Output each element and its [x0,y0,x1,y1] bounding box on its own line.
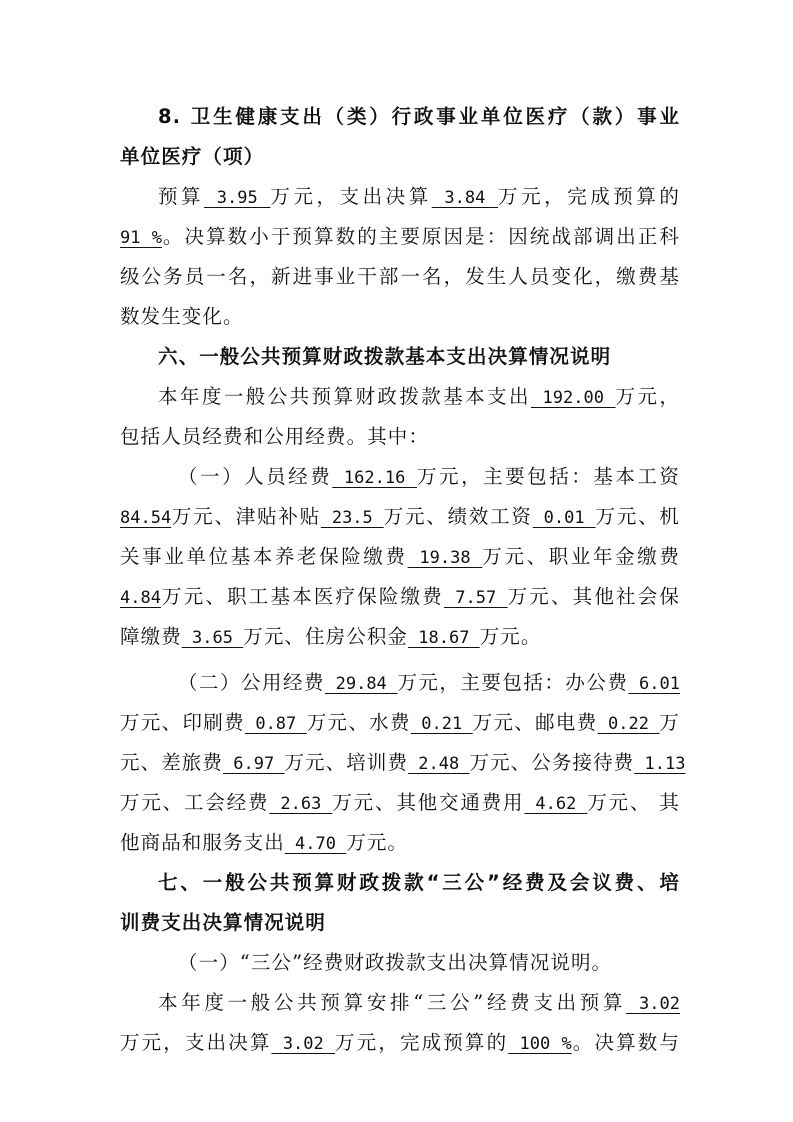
text: 本年度一般公共预算财政拨款基本支出 [158,385,531,408]
budget-value: 3.95 [204,188,271,208]
text: 数发生变化。 [120,305,244,328]
text: 他商品和服务支出 [120,831,285,854]
text: 万元、其他交通费用 [332,791,525,814]
text: 万元、绩效工资 [383,505,533,528]
personnel-total: 162.16 [332,468,417,488]
text: 万元。 [346,831,409,854]
section-6-heading [158,342,680,372]
text: （一）“三公”经费财政拨款支出决算情况说明。 [178,951,613,974]
postal-value: 0.22 [597,714,660,734]
text: 万元、职业年金缴费 [482,545,680,568]
section-7-para-line-1 [158,988,680,1019]
section-8-para-line-2 [120,222,680,253]
section-8-para-line-3 [120,262,680,292]
travel-value: 6.97 [223,754,285,774]
other-social-value: 3.65 [181,628,244,648]
text: 万元、津贴补贴 [171,505,321,528]
text: 万元、住房公积金 [243,625,409,648]
text: 万元、其他社会保 [507,585,680,608]
annuity-value: 4.84 [120,588,161,608]
text: 万元、职工基本医疗保险缴费 [160,585,444,608]
text: 元、差旅费 [120,751,224,774]
personnel-line-1 [178,462,680,493]
text: 万元、水费 [306,711,411,734]
three-public-percent: 100 % [508,1034,572,1054]
other-goods-value: 4.70 [284,834,347,854]
public-line-1 [178,668,680,699]
section-6-para-line-1 [158,382,680,413]
text: 万元，支出决算 [270,185,432,208]
text: 万元，完成预算的 [498,185,680,208]
text: 万元、印刷费 [120,711,245,734]
section-6-para-line-2 [120,422,680,452]
allowance-value: 23.5 [320,508,384,528]
personnel-line-3 [120,542,680,573]
text: （二）公用经费 [178,671,325,694]
personnel-line-2 [120,502,680,533]
section-8-heading-line-2 [120,142,680,172]
text: 万 [659,711,680,734]
section-7-para-line-2 [120,1028,680,1059]
text: 级公务员一名，新进事业干部一名，发生人员变化，缴费基 [120,265,680,288]
office-value: 6.01 [628,674,680,694]
text: 。决算数与 [571,1031,680,1054]
text: 万元、工会经费 [120,791,270,814]
section-7-heading-line-1 [158,868,680,898]
basic-salary-value: 84.54 [120,508,172,528]
text: 障缴费 [120,625,182,648]
text: 万元，支出决算 [120,1031,272,1054]
text: 。决算数小于预算数的主要原因是：因统战部调出正科 [161,225,680,248]
medical-value: 7.57 [443,588,508,608]
public-line-4 [120,788,680,819]
text: 万元、 其 [587,791,680,814]
heading-text: 训费支出决算情况说明 [120,911,327,934]
text: 关事业单位基本养老保险缴费 [120,545,408,568]
personnel-line-4 [120,582,680,613]
water-value: 0.21 [410,714,473,734]
actual-value: 3.84 [431,188,499,208]
heading-text: 六、一般公共预算财政拨款基本支出决算情况说明 [158,345,612,368]
heading-text: 单位医疗（项） [120,145,265,168]
personnel-line-5 [120,622,680,653]
text: 万元。 [479,625,542,648]
performance-value: 0.01 [532,508,596,528]
text: （一）人员经费 [178,465,333,488]
three-public-actual: 3.02 [271,1034,336,1054]
text: 万元，主要包括：基本工资 [417,465,680,488]
public-line-3 [120,748,686,779]
heading-text: 七、一般公共预算财政拨款“三公”经费及会议费、培 [158,871,680,894]
public-line-2 [120,708,680,739]
training-value: 2.48 [408,754,470,774]
housing-fund-value: 18.67 [408,628,480,648]
section-7-heading-line-2 [120,908,680,938]
reception-value: 1.13 [634,754,686,774]
public-line-5 [120,828,680,859]
section-8-para-line-4 [120,302,680,332]
transport-value: 4.62 [524,794,588,814]
three-public-budget: 3.02 [626,994,680,1014]
printing-value: 0.87 [244,714,307,734]
text: 包括人员经费和公用经费。其中： [120,425,430,448]
text: 万元、邮电费 [472,711,598,734]
text: 本年度一般公共预算安排“三公”经费支出预算 [158,991,627,1014]
section-8-para-line-1 [158,182,680,213]
pension-value: 19.38 [407,548,483,568]
text: 万元、机 [595,505,680,528]
section-7-subheading [178,948,680,978]
union-value: 2.63 [269,794,333,814]
text: 万元、公务接待费 [469,751,635,774]
text: 万元，主要包括：办公费 [397,671,629,694]
text: 万元、培训费 [284,751,409,774]
heading-text: 8. 卫生健康支出（类）行政事业单位医疗（款）事业 [158,105,680,128]
text: 预算 [158,185,205,208]
basic-expenditure-total: 192.00 [530,388,616,408]
completion-percent: 91 % [120,228,162,248]
section-8-heading-line-1 [158,102,680,132]
text: 万元， [615,385,680,408]
text: 万元，完成预算的 [335,1031,509,1054]
public-total: 29.84 [324,674,398,694]
